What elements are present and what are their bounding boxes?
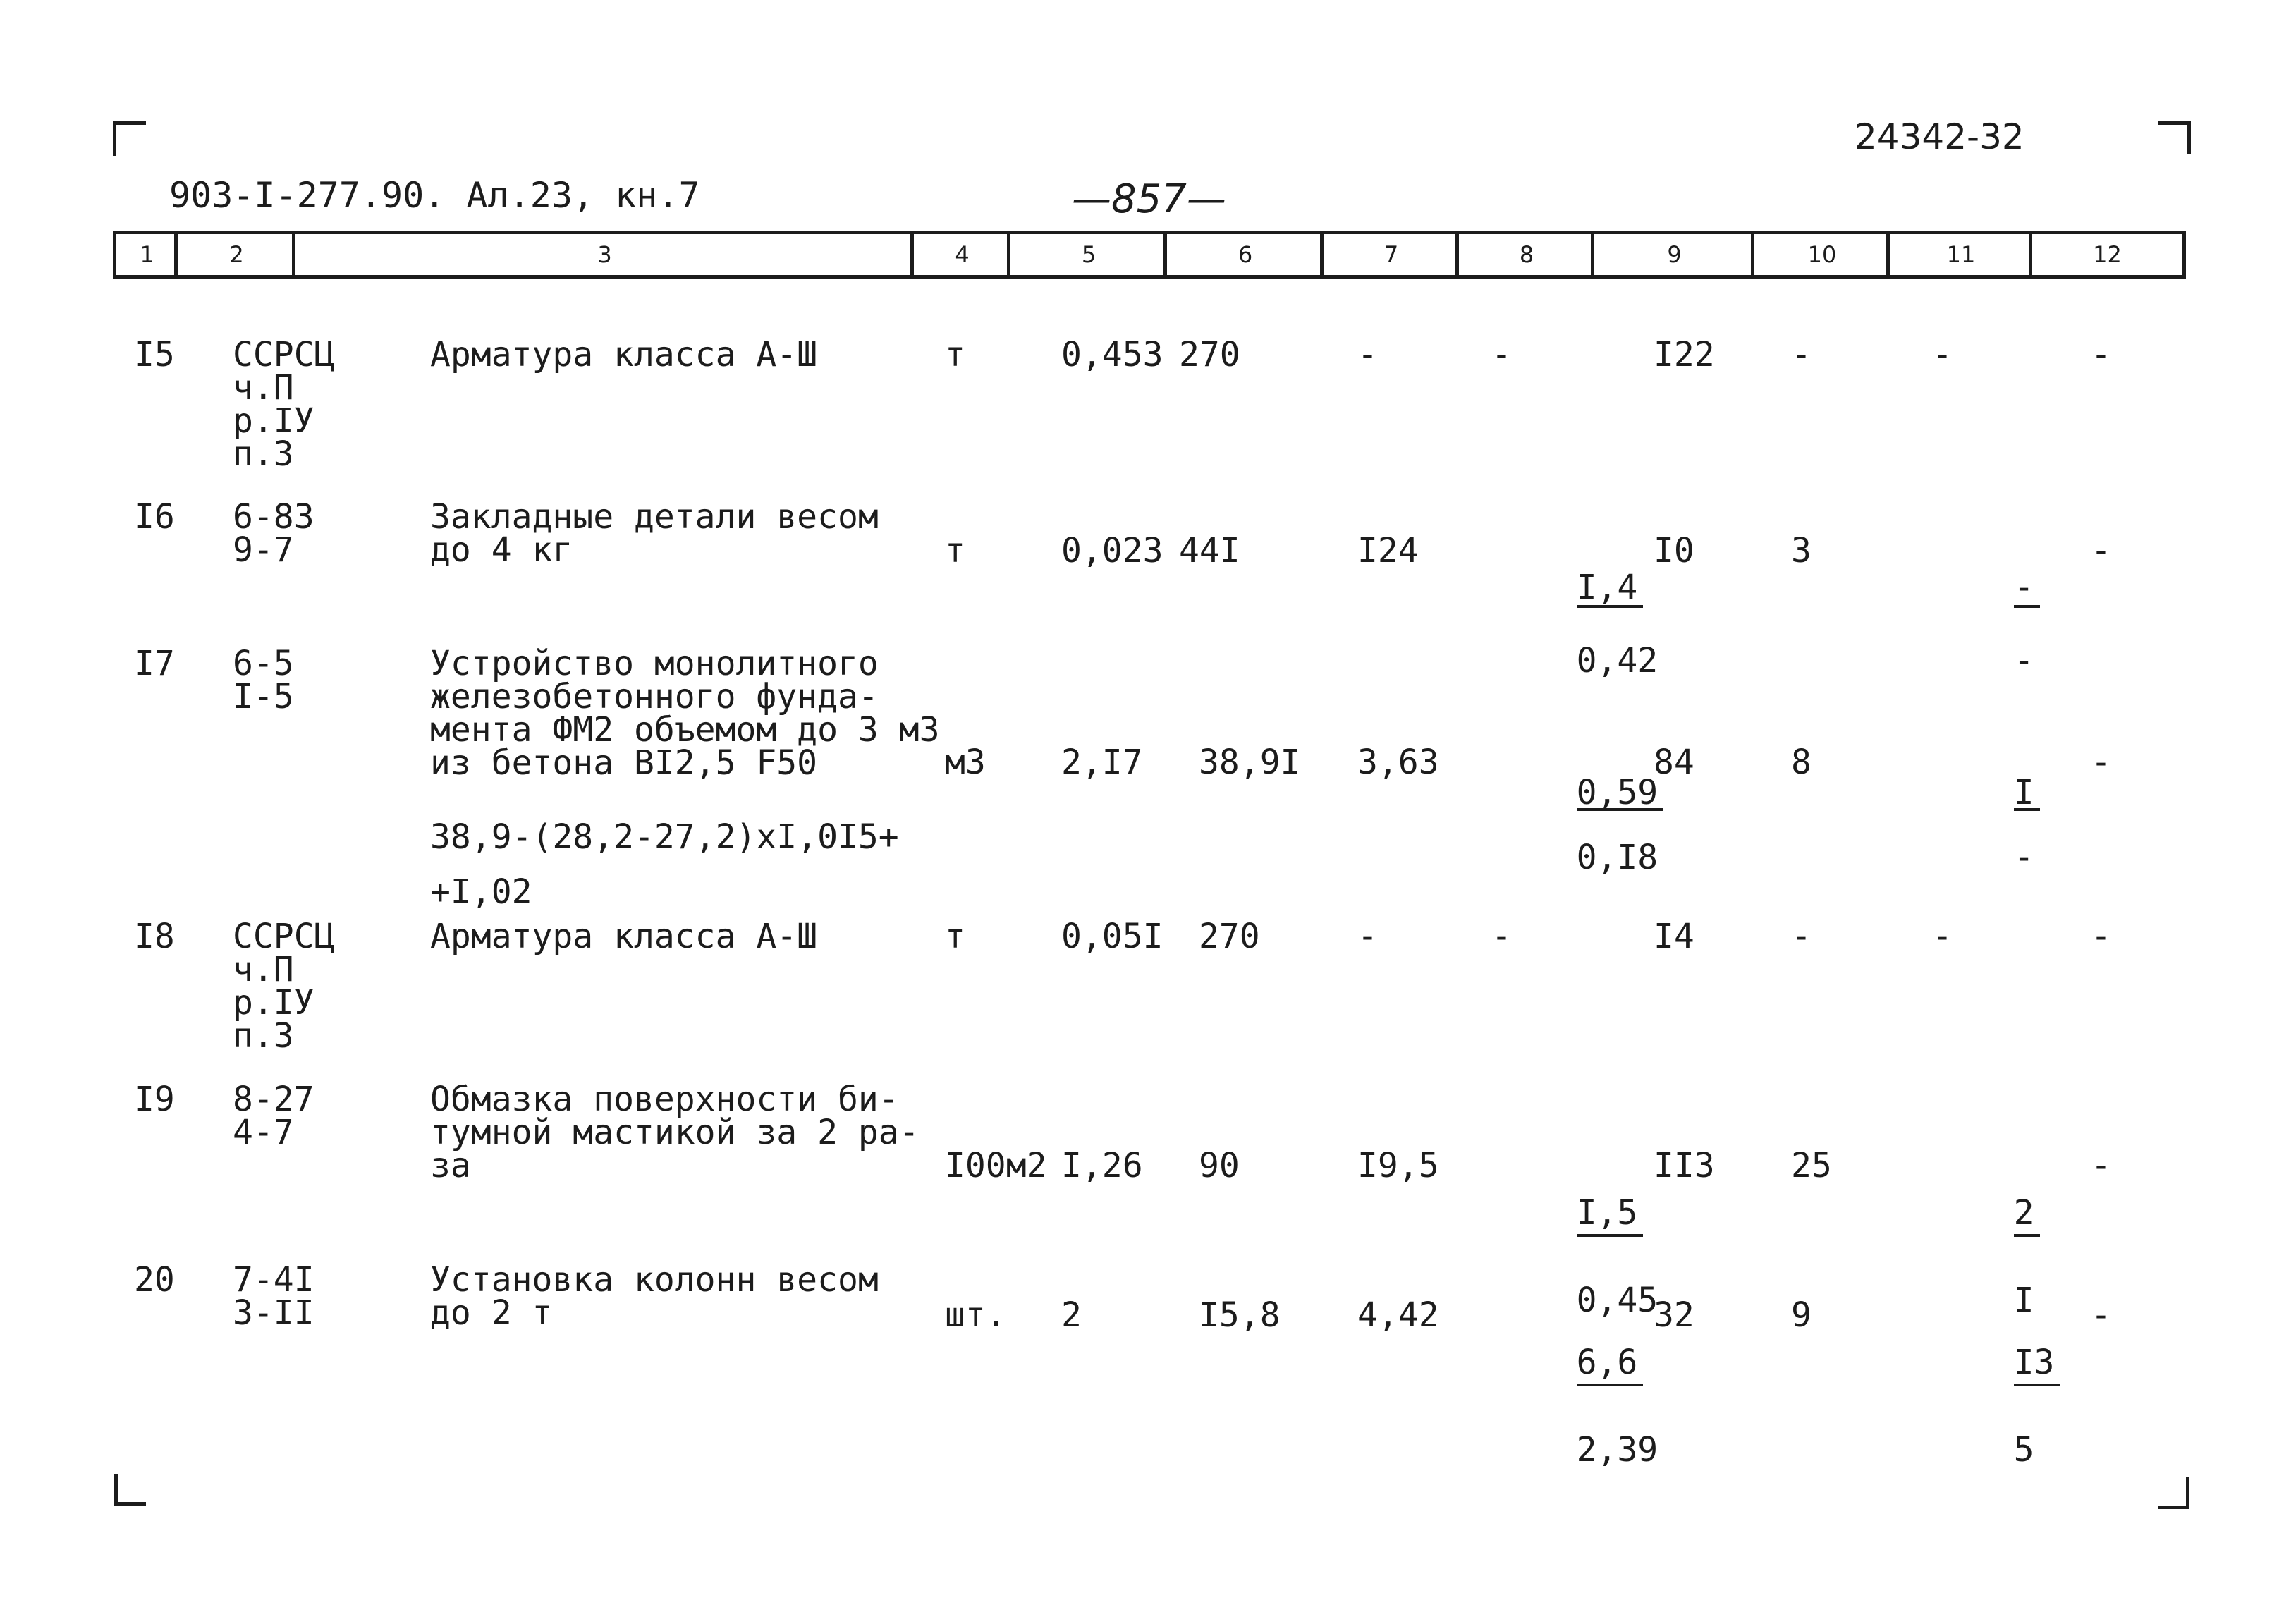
fraction-numerator: I,4 — [1577, 570, 1644, 608]
row-col9: 32 — [1654, 1295, 1694, 1335]
fraction-denominator: - — [2013, 641, 2034, 680]
row-qty: 2 — [1061, 1295, 1082, 1335]
row-col9: I4 — [1654, 917, 1694, 956]
row-number: 20 — [134, 1260, 175, 1300]
row-col7: - — [1357, 335, 1378, 374]
row-col11-fraction — [1932, 1299, 2060, 1513]
row-unit: шт. — [945, 1295, 1006, 1335]
row-col9: I0 — [1654, 531, 1694, 570]
row-col12: - — [2091, 917, 2111, 956]
row-col7: - — [1357, 917, 1378, 956]
fraction-denominator: 0,45 — [1576, 1281, 1658, 1320]
row-col6: 44I — [1179, 531, 1240, 570]
row-col12: - — [2091, 1295, 2111, 1335]
row-col7: 4,42 — [1357, 1295, 1439, 1335]
column-header-5: 5 — [1007, 231, 1167, 279]
fraction-numerator: I — [2014, 777, 2040, 811]
corner-mark-bottom-right — [2158, 1477, 2189, 1509]
row-name: Установка колонн весом до 2 т — [430, 1260, 879, 1333]
row-number: I9 — [134, 1080, 175, 1119]
row-number: I5 — [134, 335, 175, 374]
column-header-3: 3 — [292, 231, 914, 279]
row-number: I6 — [134, 497, 175, 537]
row-code: 6-83 9-7 — [233, 497, 314, 570]
row-code: 6-5 I-5 — [233, 644, 294, 716]
page-number: —857— — [1072, 176, 1226, 222]
row-col8-fraction — [1495, 746, 1663, 904]
column-header-6: 6 — [1163, 231, 1324, 279]
column-header-4: 4 — [910, 231, 1010, 279]
row-col8-fraction — [1495, 535, 1658, 714]
row-col12: - — [2091, 743, 2111, 782]
column-header-8: 8 — [1455, 231, 1594, 279]
row-name: Устройство монолитного железобетонного фунда- мента ФМ2 объемом до 3 м3 из бетона BI2,5 F50 — [430, 644, 940, 783]
fraction-denominator: I — [2013, 1281, 2034, 1320]
corner-mark-top-right — [2158, 121, 2191, 154]
row-col9: II3 — [1654, 1146, 1715, 1185]
row-qty: 0,023 — [1061, 531, 1163, 570]
row-col10: 9 — [1791, 1295, 1812, 1335]
fraction-denominator: 0,42 — [1576, 641, 1658, 680]
document-code: 903-I-277.90. Ал.23, кн.7 — [169, 175, 700, 216]
row-col7: I24 — [1357, 531, 1419, 570]
row-qty: 0,453 — [1061, 335, 1163, 374]
row-col11: - — [1932, 917, 1953, 956]
row-col6: 270 — [1199, 917, 1260, 956]
row-unit: т — [945, 531, 965, 570]
row-qty: I,26 — [1061, 1146, 1143, 1185]
stamp-number: 24342-32 — [1855, 116, 2024, 157]
row-code: ССРСЦ ч.П р.IУ п.3 — [233, 335, 335, 474]
row-name: Обмазка поверхности би- тумной мастикой за 2 ра- за — [430, 1080, 920, 1185]
row-name: Закладные детали весом до 4 кг — [430, 497, 879, 570]
fraction-denominator: 0,I8 — [1576, 838, 1658, 877]
row-col8-fraction — [1495, 1299, 1658, 1513]
row-col12: - — [2091, 335, 2111, 374]
row-col6: 270 — [1179, 335, 1240, 374]
fraction-numerator: 6,6 — [1577, 1341, 1644, 1386]
row-name: Арматура класса А-Ш — [430, 335, 818, 374]
row-col11-fraction — [1932, 535, 2040, 714]
row-qty: 0,05I — [1061, 917, 1163, 956]
row-col6: 38,9I — [1199, 743, 1301, 782]
fraction-denominator: 5 — [2013, 1430, 2034, 1470]
row-col7: 3,63 — [1357, 743, 1439, 782]
row-name: Арматура класса А-Ш — [430, 917, 818, 956]
column-header-11: 11 — [1886, 231, 2032, 279]
row-col6: I5,8 — [1199, 1295, 1281, 1335]
row-col11: - — [1932, 335, 1953, 374]
row-number: I7 — [134, 644, 175, 683]
row-col9: I22 — [1654, 335, 1715, 374]
corner-mark-top-left — [113, 121, 146, 156]
column-header-12: 12 — [2029, 231, 2186, 279]
row-qty: 2,I7 — [1061, 743, 1143, 782]
row-col8: - — [1491, 917, 1512, 956]
fraction-denominator: - — [2013, 838, 2034, 877]
row-col7: I9,5 — [1357, 1146, 1439, 1185]
row-code: 8-27 4-7 — [233, 1080, 314, 1152]
row-code: ССРСЦ ч.П р.IУ п.3 — [233, 917, 335, 1056]
fraction-numerator: 0,59 — [1577, 777, 1664, 811]
row-col9: 84 — [1654, 743, 1694, 782]
row-col10: 3 — [1791, 531, 1812, 570]
fraction-numerator: I3 — [2014, 1341, 2060, 1386]
row-col12: - — [2091, 531, 2111, 570]
row-col8: - — [1491, 335, 1512, 374]
corner-mark-bottom-left — [114, 1474, 146, 1506]
column-header-9: 9 — [1591, 231, 1754, 279]
column-header-2: 2 — [174, 231, 295, 279]
row-unit: т — [945, 917, 965, 956]
row-unit: т — [945, 335, 965, 374]
row-unit: I00м2 — [945, 1146, 1047, 1185]
row-col10: 25 — [1791, 1146, 1832, 1185]
fraction-numerator: - — [2014, 570, 2040, 608]
row-col6: 90 — [1199, 1146, 1240, 1185]
fraction-numerator: I,5 — [1577, 1192, 1644, 1237]
row-calculation: 38,9-(28,2-27,2)xI,0I5+ +I,02 — [430, 817, 899, 912]
fraction-denominator: 2,39 — [1576, 1430, 1658, 1470]
column-header-7: 7 — [1320, 231, 1459, 279]
row-number: I8 — [134, 917, 175, 956]
row-unit: м3 — [945, 743, 986, 782]
row-col10: 8 — [1791, 743, 1812, 782]
row-col11-fraction — [1932, 746, 2040, 904]
row-col10: - — [1791, 917, 1812, 956]
row-col12: - — [2091, 1146, 2111, 1185]
row-col10: - — [1791, 335, 1812, 374]
fraction-numerator: 2 — [2014, 1192, 2040, 1237]
column-header-10: 10 — [1751, 231, 1890, 279]
column-header-1: 1 — [113, 231, 178, 279]
row-code: 7-4I 3-II — [233, 1260, 314, 1333]
